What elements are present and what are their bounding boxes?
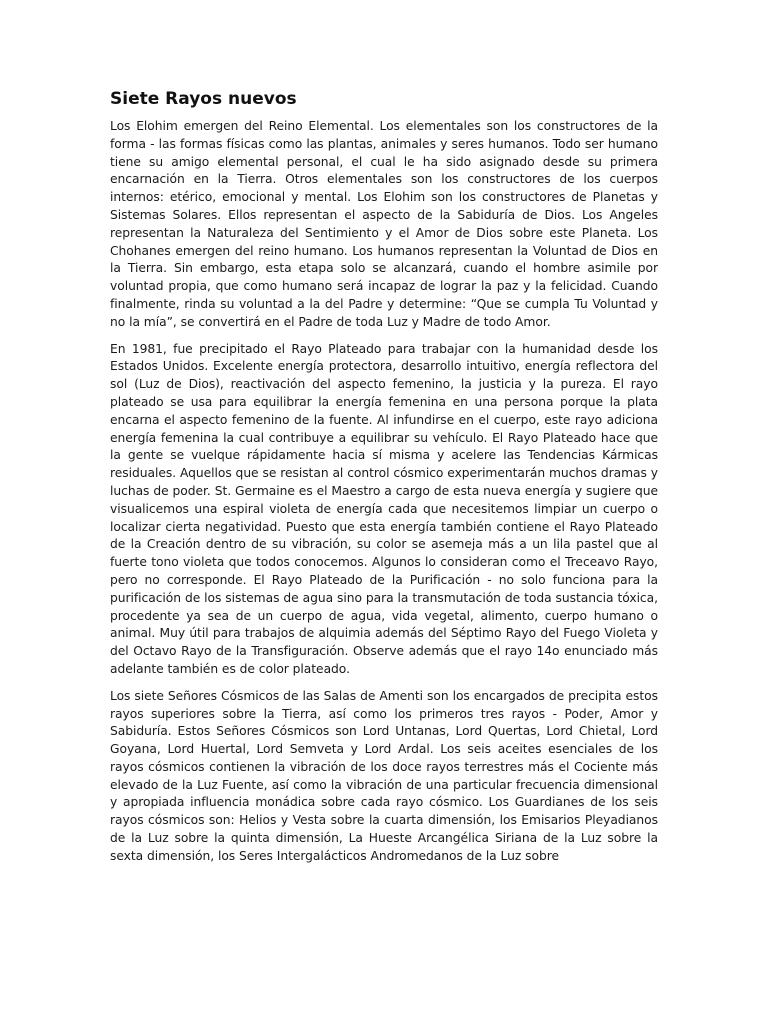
paragraph-2: En 1981, fue precipitado el Rayo Plateado para trabajar con la humanidad desde los Estados Unidos. Excelente energía protectora, desarrollo intuitivo, energía reflectora del sol (Luz de Dios), reactivación del aspecto femenino, la justicia y la pureza. El rayo plateado se usa para equilibrar la energía femenina en una persona porque la plata encarna el aspecto femenino de la fuente. Al infundirse en el cuerpo, este rayo adiciona energía femenina la cual contribuye a equilibrar su vehículo. El Rayo Plateado hace que la gente se vuelque rápidamente hacia sí misma y acelere las Tendencias Kármicas residuales. Aquellos que se resistan al control cósmico experimentarán muchos dramas y luchas de poder. St. Germaine es el Maestro a cargo de esta nueva energía y sugiere que visualicemos una espiral violeta de energía cada que necesitemos limpiar un cuerpo o localizar cierta negatividad. Puesto que esta energía también contiene el Rayo Plateado de la Creación dentro de su vibración, su color se asemeja más a un lila pastel que al fuerte tono violeta que todos conocemos. Algunos lo consideran como el Treceavo Rayo, pero no corresponde. El Rayo Plateado de la Purificación - no solo funciona para la purificación de los sistemas de agua sino para la transmutación de toda sustancia tóxica, procedente ya sea de un cuerpo de agua, vida vegetal, alimento, cuerpo humano o animal. Muy útil para trabajos de alquimia además del Séptimo Rayo del Fuego Violeta y del Octavo Rayo de la Transfiguración. Observe además que el rayo 14o enunciado más adelante también es de color plateado. bbox=[110, 341, 658, 676]
paragraph-1: Los Elohim emergen del Reino Elemental. Los elementales son los constructores de la forma - las formas físicas como las plantas, animales y seres humanos. Todo ser humano tiene su amigo elemental personal, el cual le ha sido asignado desde su primera encarnación en la Tierra. Otros elementales son los constructores de los cuerpos internos: etérico, emocional y mental. Los Elohim son los constructores de Planetas y Sistemas Solares. Ellos representan el aspecto de la Sabiduría de Dios. Los Angeles representan la Naturaleza del Sentimiento y el Amor de Dios sobre este Planeta. Los Chohanes emergen del reino humano. Los humanos representan la Voluntad de Dios en la Tierra. Sin embargo, esta etapa solo se alcanzará, cuando el hombre asimile por voluntad propia, que como humano será incapaz de lograr la paz y la felicidad. Cuando finalmente, rinda su voluntad a la del Padre y determine: “Que se cumpla Tu Voluntad y no la mía”, se convertirá en el Padre de toda Luz y Madre de todo Amor. bbox=[110, 119, 658, 329]
paragraph-3: Los siete Señores Cósmicos de las Salas de Amenti son los encargados de precipita estos rayos superiores sobre la Tierra, así como los primeros tres rayos - Poder, Amor y Sabiduría. Estos Señores Cósmicos son Lord Untanas, Lord Quertas, Lord Chietal, Lord Goyana, Lord Huertal, Lord Semveta y Lord Ardal. Los seis aceites esenciales de los rayos cósmicos contienen la vibración de los doce rayos terrestres más el Cociente más elevado de la Luz Fuente, así como la vibración de una particular frecuencia dimensional y apropiada influencia monádica sobre cada rayo cósmico. Los Guardianes de los seis rayos cósmicos son: Helios y Vesta sobre la cuarta dimensión, los Emisarios Pleyadianos de la Luz sobre la quinta dimensión, La Hueste Arcangélica Siriana de la Luz sobre la sexta dimensión, los Seres Intergalácticos Andromedanos de la Luz sobre bbox=[110, 688, 658, 863]
document-page bbox=[110, 86, 658, 875]
document-title: Siete Rayos nuevos bbox=[110, 89, 297, 109]
